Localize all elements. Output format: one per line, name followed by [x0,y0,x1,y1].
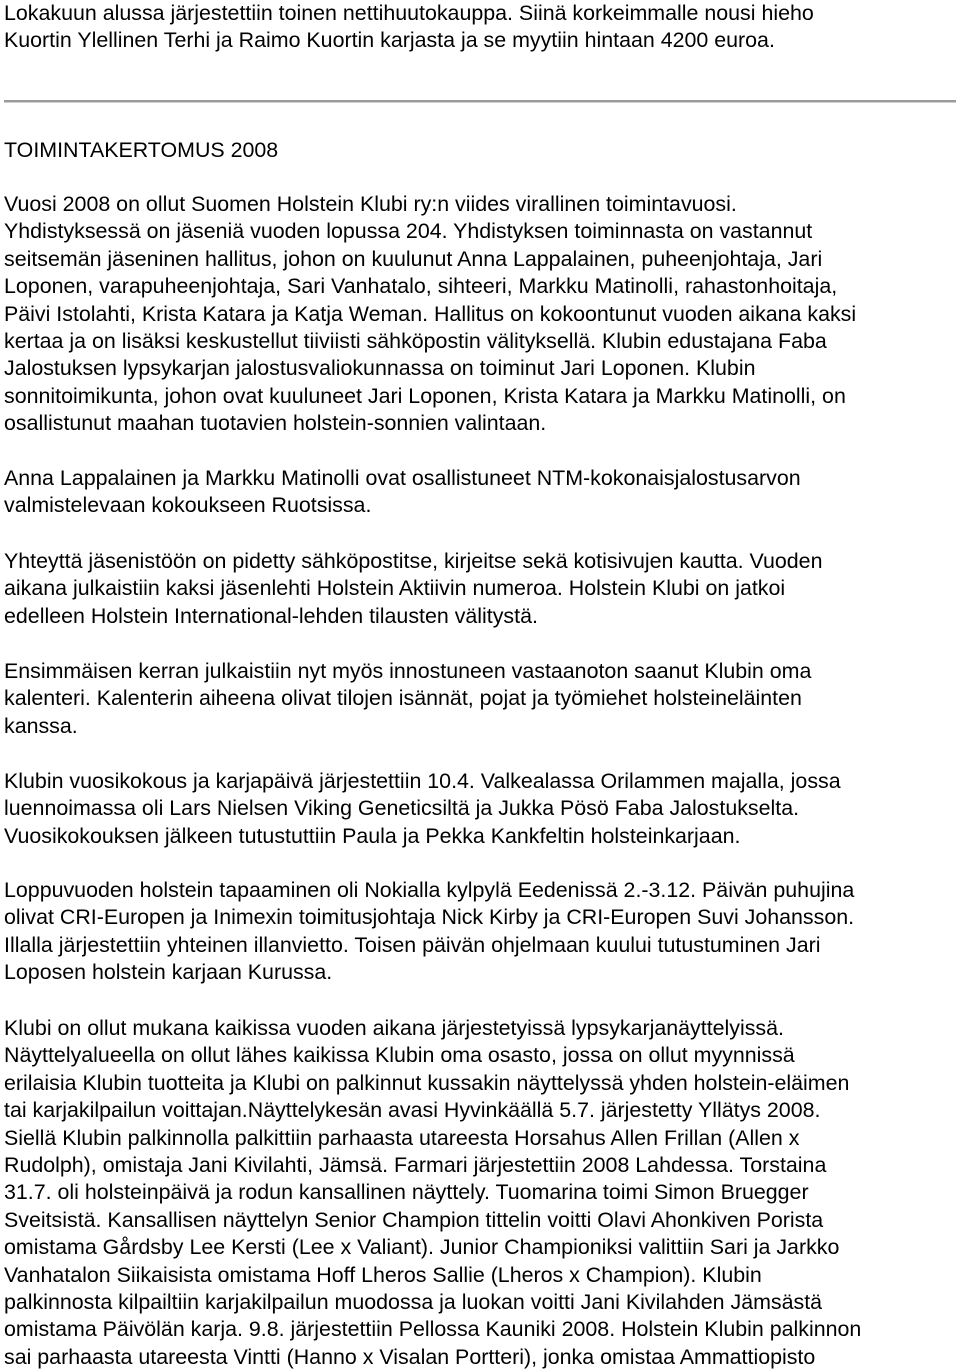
text-line: kalenteri. Kalenterin aiheena olivat tilojen isännät, pojat ja työmiehet holsteineläinten [4,686,802,711]
text-line: olivat CRI-Europen ja Inimexin toimitusjohtaja Nick Kirby ja CRI-Europen Suvi Johansson. [4,905,855,930]
text-line: kertaa ja on lisäksi keskustellut tiiviisti sähköpostin välityksellä. Klubin edustajana Faba [4,329,827,354]
text-line: seitsemän jäseninen hallitus, johon on kuulunut Anna Lappalainen, puheenjohtaja, Jari [4,246,823,271]
text-line: luennoimassa oli Lars Nielsen Viking Geneticsiltä ja Jukka Pösö Faba Jalostukselta. [4,796,800,821]
text-line: erilaisia Klubin tuotteita ja Klubi on palkinnut kussakin näyttelyssä yhden holstein-eläimen [4,1070,850,1095]
text-line: Vanhatalon Siikaisista omistama Hoff Lheros Sallie (Lheros x Champion). Klubin [4,1262,762,1287]
text-line: Loppuvuoden holstein tapaaminen oli Nokialla kylpylä Eedenissä 2.-3.12. Päivän puhujina [4,878,855,902]
text-line: Kuortin Ylellinen Terhi ja Raimo Kuortin karjasta ja se myytiin hintaan 4200 euroa. [4,28,775,53]
text-line: Rudolph), omistaja Jani Kivilahti, Jämsä. Farmari järjestettiin 2008 Lahdessa. Torstaina [4,1153,827,1178]
text-line: omistama Gårdsby Lee Kersti (Lee x Valiant). Junior Championiksi valittiin Sari ja Jarkko [4,1235,840,1260]
text-line: Ensimmäisen kerran julkaistiin nyt myös innostuneen vastaanoton saanut Klubin oma [4,659,812,683]
section-heading: TOIMINTAKERTOMUS 2008 [4,138,279,162]
text-line: Yhdistyksessä on jäseniä vuoden lopussa 204. Yhdistyksen toiminnasta on vastannut [4,219,813,244]
text-line: sonnitoimikunta, johon ovat kuuluneet Jari Loponen, Krista Katara ja Markku Matinolli, on [4,383,846,408]
text-line: aikana julkaistiin kaksi jäsenlehti Holstein Aktiivin numeroa. Holstein Klubi on jatkoi [4,576,786,601]
text-line: Loponen, varapuheenjohtaja, Sari Vanhatalo, sihteeri, Markku Matinolli, rahastonhoitaja, [4,274,838,299]
paragraph-ntm [4,465,954,520]
text-line: Yhteyttä jäsenistöön on pidetty sähköpostitse, kirjeitse sekä kotisivujen kautta. Vuoden [4,549,823,573]
text-line: Sveitsistä. Kansallisen näyttelyn Senior Champion tittelin voitti Olavi Ahonkiven Porista [4,1207,824,1232]
text-line: tai karjakilpailun voittajan.Näyttelykesän avasi Hyvinkäällä 5.7. järjestetty Yllätys 2008. [4,1098,821,1123]
text-line: Illalla järjestettiin yhteinen illanvietto. Toisen päivän ohjelmaan kuului tutustuminen Jari [4,932,821,957]
text-line: Jalostuksen lypsykarjan jalostusvaliokunnassa on toiminut Jari Loponen. Klubin [4,356,756,381]
text-line: Klubin vuosikokous ja karjapäivä järjestettiin 10.4. Valkealassa Orilammen majalla, jossa [4,769,841,793]
paragraph-overview [4,191,954,438]
text-line: Näyttelyalueella on ollut lähes kaikissa Klubin oma osasto, jossa on ollut myynnissä [4,1043,795,1068]
text-line: sai parhaasta utareesta Vintti (Hanno x Visalan Portteri), jonka omistaa Ammattiopisto [4,1344,816,1369]
text-line: Anna Lappalainen ja Markku Matinolli ovat osallistuneet NTM-kokonaisjalostusarvon [4,466,801,490]
text-line: osallistunut maahan tuotavien holstein-sonnien valintaan. [4,411,547,436]
paragraph-communication [4,548,954,630]
text-line: Klubi on ollut mukana kaikissa vuoden aikana järjestetyissä lypsykarjanäyttelyissä. [4,1016,784,1040]
text-line: Päivi Istolahti, Krista Katara ja Katja Weman. Hallitus on kokoontunut vuoden aikana kaksi [4,301,857,326]
paragraph-annual-meeting [4,768,954,850]
text-line: kanssa. [4,713,78,738]
text-line: Siellä Klubin palkinnolla palkittiin parhaasta utareesta Horsahus Allen Frillan (Allen x [4,1125,800,1150]
text-line: Loposen holstein karjaan Kurussa. [4,960,333,985]
paragraph-calendar [4,658,954,740]
intro-paragraph [4,0,954,55]
text-line: omistama Päivölän karja. 9.8. järjestettiin Pellossa Kauniki 2008. Holstein Klubin palkinnon [4,1317,862,1342]
text-line: 31.7. oli holsteinpäivä ja rodun kansallinen näyttely. Tuomarina toimi Simon Bruegger [4,1180,809,1205]
paragraph-exhibitions [4,1015,954,1371]
text-line: Vuosi 2008 on ollut Suomen Holstein Klubi ry:n viides virallinen toimintavuosi. [4,192,737,216]
text-line: Vuosikokouksen jälkeen tutustuttiin Paula ja Pekka Kankfeltin holsteinkarjaan. [4,823,741,848]
horizontal-rule [4,100,956,103]
paragraph-year-end-meeting [4,877,954,987]
text-line: palkinnosta kilpailtiin karjakilpailun muodossa ja luokan voitti Jani Kivilahden Jämsästä [4,1290,823,1315]
text-line: Lokakuun alussa järjestettiin toinen nettihuutokauppa. Siinä korkeimmalle nousi hieho [4,1,814,25]
text-line: valmistelevaan kokoukseen Ruotsissa. [4,493,372,518]
text-line: edelleen Holstein International-lehden tilausten välitystä. [4,603,538,628]
